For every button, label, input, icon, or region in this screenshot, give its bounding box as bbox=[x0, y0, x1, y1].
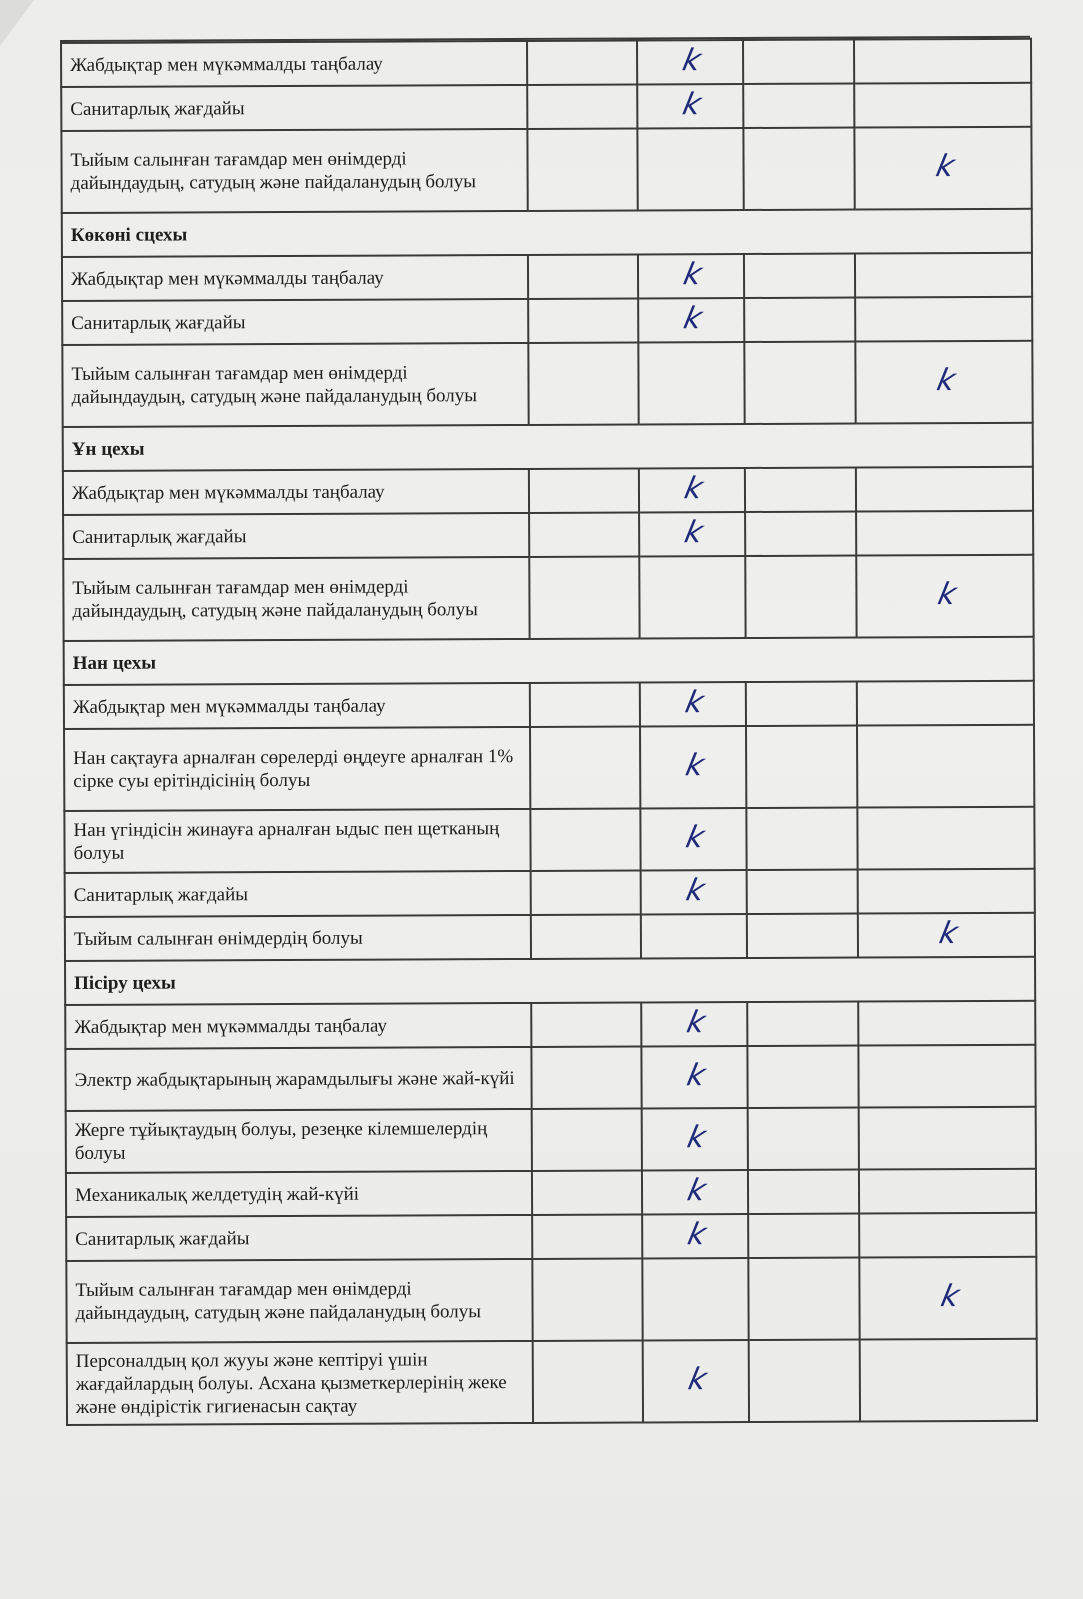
checklist-row bbox=[66, 1213, 1036, 1261]
handwritten-mark: k bbox=[937, 1278, 959, 1314]
mark-cell-col-2 bbox=[638, 298, 744, 342]
mark-cell-col-4 bbox=[858, 869, 1035, 914]
checklist-row bbox=[63, 467, 1033, 515]
mark-cell-col-1 bbox=[532, 1258, 642, 1340]
mark-cell-col-3 bbox=[745, 512, 856, 556]
mark-cell-col-1 bbox=[531, 914, 641, 958]
mark-cell-col-4 bbox=[855, 297, 1032, 342]
handwritten-mark: k bbox=[681, 470, 703, 506]
checklist-item-text: Персоналдың қол жууы және кептіруі үшін жағдайлардың болуы. Асхана қызметкерлерінің жеке және өндірістік гигиенасын сақтау bbox=[67, 1341, 533, 1425]
mark-cell-col-4 bbox=[854, 83, 1031, 128]
checklist-row bbox=[66, 1257, 1036, 1343]
checklist-item-text: Санитарлық жағдайы bbox=[66, 1215, 532, 1261]
handwritten-mark: k bbox=[936, 915, 957, 951]
handwritten-mark: k bbox=[683, 819, 704, 855]
mark-cell-col-1 bbox=[529, 468, 639, 512]
mark-cell-col-1 bbox=[531, 1002, 641, 1046]
mark-cell-col-4 bbox=[859, 1169, 1036, 1214]
section-header-row bbox=[64, 637, 1034, 685]
mark-cell-col-3 bbox=[748, 1108, 859, 1170]
mark-cell-col-4 bbox=[859, 1213, 1036, 1258]
mark-cell-col-1 bbox=[533, 1340, 643, 1422]
mark-cell-col-4 bbox=[858, 913, 1035, 958]
mark-cell-col-2 bbox=[639, 556, 745, 638]
mark-cell-col-3 bbox=[748, 1214, 859, 1258]
checklist-item-text: Тыйым салынған тағамдар мен өнімдерді дайындаудың, сатудың және пайдаланудың болуы bbox=[63, 557, 529, 641]
checklist-item-text: Санитарлық жағдайы bbox=[65, 871, 531, 917]
checklist-item-text: Жабдықтар мен мүкәммалды таңбалау bbox=[63, 469, 529, 515]
mark-cell-col-4 bbox=[858, 1045, 1035, 1108]
handwritten-mark: k bbox=[682, 684, 704, 720]
mark-cell-col-3 bbox=[746, 808, 857, 870]
checklist-rows bbox=[61, 39, 1037, 1425]
mark-cell-col-3 bbox=[745, 556, 856, 638]
mark-cell-col-2 bbox=[640, 808, 746, 870]
mark-cell-col-1 bbox=[532, 1170, 642, 1214]
mark-cell-col-2 bbox=[639, 512, 745, 556]
section-title: Ұн цехы bbox=[63, 423, 1033, 471]
handwritten-mark: k bbox=[684, 1216, 706, 1252]
checklist-item-text: Санитарлық жағдайы bbox=[63, 513, 529, 559]
checklist-row bbox=[61, 127, 1031, 213]
handwritten-mark: k bbox=[685, 1361, 707, 1397]
mark-cell-col-3 bbox=[748, 1258, 859, 1340]
mark-cell-col-1 bbox=[529, 556, 639, 638]
mark-cell-col-3 bbox=[746, 726, 857, 808]
checklist-item-text: Санитарлық жағдайы bbox=[61, 85, 527, 131]
page-corner-fold bbox=[0, 0, 34, 46]
mark-cell-col-1 bbox=[527, 84, 637, 128]
checklist-row bbox=[63, 555, 1033, 641]
section-header-row bbox=[63, 423, 1033, 471]
handwritten-mark: k bbox=[684, 1057, 705, 1093]
checklist-item-text: Санитарлық жағдайы bbox=[62, 299, 528, 345]
checklist-row bbox=[64, 681, 1034, 729]
mark-cell-col-2 bbox=[642, 1170, 748, 1214]
checklist-item-text: Нан сақтауға арналған сөрелерді өңдеуге арналған 1% сірке суы ерітіндісінің болуы bbox=[64, 727, 530, 811]
mark-cell-col-2 bbox=[642, 1108, 748, 1170]
mark-cell-col-1 bbox=[527, 40, 637, 84]
handwritten-mark: k bbox=[680, 256, 702, 292]
handwritten-mark: k bbox=[679, 42, 701, 78]
mark-cell-col-1 bbox=[528, 298, 638, 342]
checklist-row bbox=[65, 1045, 1035, 1111]
mark-cell-col-1 bbox=[530, 808, 640, 870]
mark-cell-col-2 bbox=[637, 40, 743, 84]
checklist-item-text: Жерге тұйықтаудың болуы, резеңке кілемшелердің болуы bbox=[66, 1109, 532, 1173]
mark-cell-col-2 bbox=[642, 1214, 748, 1258]
checklist-item-text: Тыйым салынған өнімдердің болуы bbox=[65, 915, 531, 961]
checklist-row bbox=[67, 1339, 1037, 1425]
mark-cell-col-3 bbox=[744, 342, 855, 424]
mark-cell-col-2 bbox=[641, 870, 747, 914]
mark-cell-col-4 bbox=[854, 127, 1031, 210]
handwritten-mark: k bbox=[683, 872, 705, 908]
mark-cell-col-2 bbox=[640, 726, 746, 808]
mark-cell-col-3 bbox=[747, 914, 858, 958]
mark-cell-col-4 bbox=[857, 725, 1034, 808]
mark-cell-col-3 bbox=[749, 1340, 860, 1422]
checklist-item-text: Тыйым салынған тағамдар мен өнімдерді дайындаудың, сатудың және пайдаланудың болуы bbox=[62, 343, 528, 427]
mark-cell-col-1 bbox=[532, 1108, 642, 1170]
mark-cell-col-3 bbox=[743, 128, 854, 210]
section-header-row bbox=[65, 957, 1035, 1005]
handwritten-mark: k bbox=[933, 362, 955, 398]
mark-cell-col-2 bbox=[641, 1002, 747, 1046]
mark-cell-col-3 bbox=[747, 1002, 858, 1046]
mark-cell-col-4 bbox=[854, 39, 1031, 84]
mark-cell-col-2 bbox=[638, 342, 744, 424]
handwritten-mark: k bbox=[682, 747, 704, 783]
checklist-row bbox=[65, 913, 1035, 961]
mark-cell-col-2 bbox=[639, 468, 745, 512]
mark-cell-col-4 bbox=[859, 1257, 1036, 1340]
mark-cell-col-3 bbox=[745, 468, 856, 512]
mark-cell-col-1 bbox=[530, 682, 640, 726]
mark-cell-col-2 bbox=[637, 84, 743, 128]
mark-cell-col-2 bbox=[640, 682, 746, 726]
mark-cell-col-4 bbox=[856, 511, 1033, 556]
checklist-row bbox=[64, 725, 1034, 811]
mark-cell-col-4 bbox=[859, 1107, 1036, 1170]
checklist-row bbox=[63, 511, 1033, 559]
checklist-item-text: Тыйым салынған тағамдар мен өнімдерді дайындаудың, сатудың және пайдаланудың болуы bbox=[66, 1259, 532, 1343]
checklist-item-text: Жабдықтар мен мүкәммалды таңбалау bbox=[61, 41, 527, 87]
mark-cell-col-4 bbox=[860, 1339, 1037, 1422]
section-title: Нан цехы bbox=[64, 637, 1034, 685]
checklist-row bbox=[62, 341, 1032, 427]
mark-cell-col-2 bbox=[641, 1046, 747, 1108]
handwritten-mark: k bbox=[932, 148, 954, 184]
checklist-item-text: Механикалық желдетудің жай-күйі bbox=[66, 1171, 532, 1217]
checklist-row bbox=[66, 1169, 1036, 1217]
checklist-item-text: Жабдықтар мен мүкәммалды таңбалау bbox=[64, 683, 530, 729]
checklist-row bbox=[61, 83, 1031, 131]
mark-cell-col-4 bbox=[856, 555, 1033, 638]
mark-cell-col-1 bbox=[527, 128, 637, 210]
mark-cell-col-3 bbox=[746, 682, 857, 726]
mark-cell-col-1 bbox=[532, 1214, 642, 1258]
mark-cell-col-4 bbox=[858, 1001, 1035, 1046]
mark-cell-col-1 bbox=[531, 870, 641, 914]
checklist-row bbox=[62, 297, 1032, 345]
mark-cell-col-4 bbox=[857, 681, 1034, 726]
mark-cell-col-3 bbox=[744, 298, 855, 342]
section-title: Көкөні сцехы bbox=[62, 209, 1032, 257]
mark-cell-col-1 bbox=[528, 254, 638, 298]
mark-cell-col-2 bbox=[638, 254, 744, 298]
handwritten-mark: k bbox=[679, 86, 701, 122]
inspection-checklist bbox=[60, 36, 1036, 1426]
checklist-item-text: Электр жабдықтарының жарамдылығы және жай-күйі bbox=[65, 1047, 531, 1111]
checklist-item-text: Тыйым салынған тағамдар мен өнімдерді дайындаудың, сатудың және пайдаланудың болуы bbox=[61, 129, 527, 213]
section-title: Пісіру цехы bbox=[65, 957, 1035, 1005]
mark-cell-col-4 bbox=[855, 253, 1032, 298]
checklist-item-text: Нан үгіндісін жинауға арналған ыдыс пен щетканың болуы bbox=[64, 809, 530, 873]
mark-cell-col-3 bbox=[748, 1170, 859, 1214]
mark-cell-col-4 bbox=[855, 341, 1032, 424]
mark-cell-col-3 bbox=[743, 84, 854, 128]
checklist-row bbox=[62, 253, 1032, 301]
handwritten-mark: k bbox=[934, 576, 956, 612]
mark-cell-col-3 bbox=[747, 1046, 858, 1108]
checklist-table bbox=[60, 38, 1038, 1426]
mark-cell-col-4 bbox=[856, 467, 1033, 512]
handwritten-mark: k bbox=[684, 1119, 706, 1155]
checklist-row bbox=[64, 807, 1034, 873]
mark-cell-col-1 bbox=[528, 342, 638, 424]
mark-cell-col-2 bbox=[641, 914, 747, 958]
mark-cell-col-1 bbox=[530, 726, 640, 808]
mark-cell-col-2 bbox=[643, 1340, 749, 1422]
mark-cell-col-3 bbox=[744, 254, 855, 298]
mark-cell-col-3 bbox=[743, 40, 854, 84]
checklist-row bbox=[65, 1001, 1035, 1049]
checklist-row bbox=[61, 39, 1031, 87]
checklist-item-text: Жабдықтар мен мүкәммалды таңбалау bbox=[65, 1003, 531, 1049]
mark-cell-col-2 bbox=[642, 1258, 748, 1340]
handwritten-mark: k bbox=[681, 514, 703, 550]
mark-cell-col-2 bbox=[637, 128, 743, 210]
mark-cell-col-1 bbox=[529, 512, 639, 556]
mark-cell-col-1 bbox=[531, 1046, 641, 1108]
mark-cell-col-3 bbox=[747, 870, 858, 914]
handwritten-mark: k bbox=[680, 300, 702, 336]
checklist-row bbox=[66, 1107, 1036, 1173]
section-header-row bbox=[62, 209, 1032, 257]
checklist-item-text: Жабдықтар мен мүкәммалды таңбалау bbox=[62, 255, 528, 301]
mark-cell-col-4 bbox=[857, 807, 1034, 870]
checklist-row bbox=[65, 869, 1035, 917]
handwritten-mark: k bbox=[684, 1172, 706, 1208]
handwritten-mark: k bbox=[683, 1004, 705, 1040]
